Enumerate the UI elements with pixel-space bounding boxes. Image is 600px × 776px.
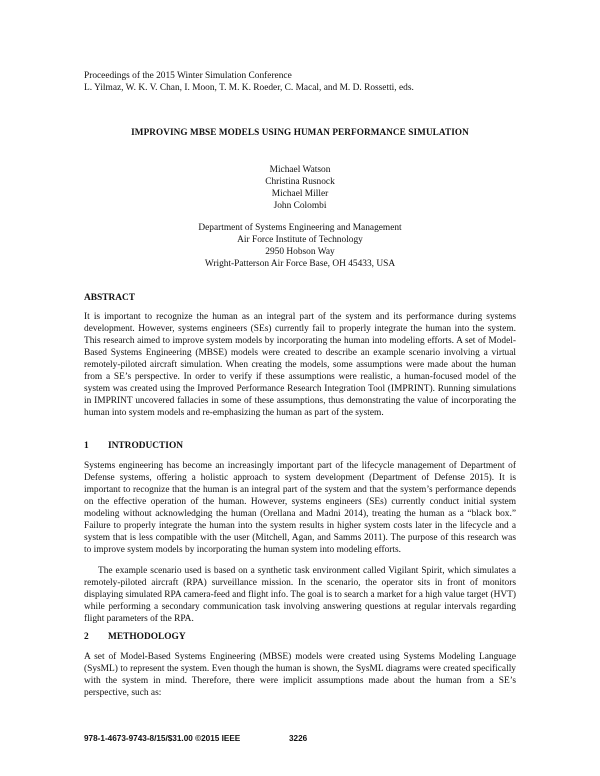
proceedings-header xyxy=(84,70,414,94)
proceedings-line-1: Proceedings of the 2015 Winter Simulation Conference xyxy=(84,71,292,81)
author-name: Michael Watson xyxy=(269,165,331,175)
section-number: 1 xyxy=(84,441,89,451)
affiliation-city: Wright-Patterson Air Force Base, OH 45433, USA xyxy=(204,259,396,269)
section-heading-methodology xyxy=(84,632,186,642)
section-title: INTRODUCTION xyxy=(108,441,184,451)
section-number: 2 xyxy=(84,632,89,642)
author-list xyxy=(0,164,600,212)
page-number: 3226 xyxy=(289,734,308,743)
abstract-text: It is important to recognize the human as an integral part of the system and its performance during systems development. However, systems engineers (SEs) currently fail to properly integrate the human into the system. This research aimed to improve system models by incorporating the human into modeling efforts. A set of Model-Based Systems Engineering (MBSE) models were created to describe an example scenario involving a virtual remotely-piloted aircraft simulation. When creating the models, some assumptions were made about the human from a SE’s perspective. In order to verify if these assumptions were realistic, a human-focused model of the system was created using the Improved Performance Research Integration Tool (IMPRINT). Running simulations in IMPRINT uncovered fallacies in some of these assumptions, thus demonstrating the value of incorporating the human into system models and re-emphasizing the human as part of the system. xyxy=(84,312,516,418)
affiliation-department: Department of Systems Engineering and Management xyxy=(198,223,402,233)
introduction-paragraph-1: Systems engineering has become an increasingly important part of the lifecycle management of Department of Defense systems, offering a holistic approach to system development (Department of Defense 2015). It is important to recognize that the human is an integral part of the system and that the system’s performance depends on the effective operation of the human. However, systems engineers (SEs) currently conduct initial system modeling without acknowledging the human (Orellana and Madni 2014), treating the human as a “black box.” Failure to properly integrate the human into the system results in higher system costs later in the lifecycle and a system that is less compatible with the user (Mitchell, Agan, and Samms 2011). The purpose of this research was to improve system models by incorporating the human system into modeling efforts. xyxy=(84,461,516,555)
author-name: John Colombi xyxy=(273,201,327,211)
abstract-heading: ABSTRACT xyxy=(84,293,136,303)
author-name: Michael Miller xyxy=(271,189,329,199)
affiliation-block xyxy=(0,222,600,270)
introduction-paragraph-2: The example scenario used is based on a synthetic task environment called Vigilant Spirit, which simulates a remotely-piloted aircraft (RPA) surveillance mission. In the scenario, the operator sits in front of monitors displaying simulated RPA camera-feed and flight info. The goal is to search a market for a high value target (HVT) while performing a secondary communication task involving answering questions at regular intervals regarding flight parameters of the RPA. xyxy=(84,566,516,624)
section-title: METHODOLOGY xyxy=(108,632,186,642)
isbn-copyright: 978-1-4673-9743-8/15/$31.00 ©2015 IEEE xyxy=(84,734,241,743)
methodology-paragraph-1: A set of Model-Based Systems Engineering (MBSE) models were created using Systems Modeling Language (SysML) to represent the system. Even though the human is shown, the SysML diagrams were created specifically with the system in mind. Therefore, there were implicit assumptions made about the human from a SE’s perspective, such as: xyxy=(84,652,516,698)
section-heading-introduction xyxy=(84,441,183,451)
author-name: Christina Rusnock xyxy=(265,177,335,187)
paper-title: IMPROVING MBSE MODELS USING HUMAN PERFORMANCE SIMULATION xyxy=(131,127,469,137)
affiliation-street: 2950 Hobson Way xyxy=(265,247,335,257)
proceedings-editors: L. Yilmaz, W. K. V. Chan, I. Moon, T. M. K. Roeder, C. Macal, and M. D. Rossetti, eds. xyxy=(84,83,414,93)
affiliation-institute: Air Force Institute of Technology xyxy=(237,235,363,245)
